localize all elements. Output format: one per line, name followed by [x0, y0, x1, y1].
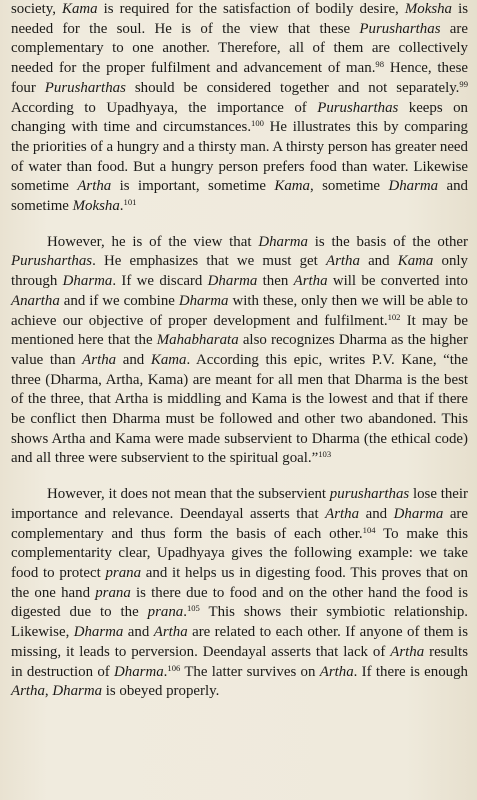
- footnote-marker: 99: [459, 78, 468, 89]
- italic-term: Artha: [390, 643, 425, 660]
- italic-term: Purusharthas: [359, 20, 441, 37]
- italic-term: Dharma: [52, 683, 103, 700]
- text-run: According to Upadhyaya, the importance of: [11, 99, 318, 116]
- text-run: and: [359, 253, 398, 270]
- footnote-marker: 101: [123, 197, 137, 208]
- italic-term: purusharthas: [329, 486, 410, 503]
- text-run: , sometime: [309, 178, 389, 195]
- italic-term: Dharma: [207, 273, 258, 290]
- footnote-marker: 103: [318, 449, 332, 460]
- text-run: This shows their symbiotic relationship. Likewise,: [11, 604, 468, 641]
- text-run: results in destruction of: [11, 643, 468, 680]
- text-run: is required for the satisfaction of bodily desire,: [97, 1, 405, 17]
- italic-term: Moksha: [72, 198, 120, 215]
- text-run: However, it does not mean that the subservient: [47, 486, 330, 503]
- text-run: and: [116, 351, 151, 368]
- italic-term: prana: [105, 564, 142, 581]
- italic-term: Artha: [325, 253, 360, 270]
- italic-term: Anartha: [11, 292, 60, 309]
- italic-term: Moksha: [404, 1, 453, 17]
- italic-term: Purusharthas: [317, 99, 399, 116]
- text-run: also recognizes Dharma as the higher value than: [11, 332, 468, 368]
- footnote-marker: 100: [251, 118, 264, 129]
- italic-term: Artha: [77, 178, 112, 195]
- text-run: . If we discard: [112, 273, 208, 290]
- text-run: are complementary to one another. Therefore, all of them are collectively needed for the proper fulfilment and advancement of man.: [11, 20, 468, 77]
- text-run: .: [119, 198, 124, 215]
- text-run: and: [123, 624, 154, 641]
- text-run: is there due to food and on the other hand the food is digested due to the: [11, 584, 468, 621]
- italic-term: Artha: [319, 663, 354, 680]
- text-run: .: [183, 604, 187, 621]
- italic-term: Dharma: [388, 178, 439, 195]
- footnote-marker: 98: [375, 59, 385, 70]
- text-run: It may be mentioned here that the: [11, 312, 468, 349]
- italic-term: Dharma: [178, 292, 229, 309]
- text-run: and it helps us in digesting food. This proves that on the one hand: [11, 564, 469, 601]
- text-run: and sometime: [11, 178, 468, 215]
- italic-term: Dharma: [73, 624, 124, 641]
- italic-term: Dharma: [62, 273, 113, 290]
- italic-term: Artha: [293, 273, 328, 290]
- text-run: is needed for the soul. He is of the view that these: [11, 1, 469, 37]
- text-run: with these, only then we will be able to achieve our objective of proper development and fulfilment.: [11, 292, 468, 329]
- text-run: is the basis of the other: [307, 233, 468, 250]
- text-run: should be considered together and not separately.: [125, 79, 460, 96]
- footnote-marker: 105: [186, 603, 200, 614]
- text-run: are related to each other. If anyone of them is missing, it leads to perversion. Deendayal asserts that lack of: [11, 624, 468, 660]
- italic-term: Purusharthas: [44, 79, 126, 96]
- paragraph-gap: [11, 469, 468, 485]
- text-run: society,: [11, 1, 63, 17]
- paragraph-gap: [11, 217, 468, 233]
- paragraph-1: [11, 0, 468, 217]
- paragraph-2: [11, 233, 468, 469]
- paragraph-3: [11, 485, 468, 702]
- text-run: The latter survives on: [180, 663, 320, 680]
- footnote-marker: 106: [167, 662, 181, 673]
- footnote-marker: 102: [387, 311, 401, 322]
- italic-term: prana: [147, 604, 184, 621]
- text-run: . If there is enough: [353, 663, 469, 680]
- text-run: is important, sometime: [111, 178, 275, 195]
- italic-term: Purusharthas: [11, 253, 93, 270]
- text-run: is obeyed properly.: [102, 683, 220, 700]
- italic-term: Artha: [325, 505, 360, 522]
- italic-term: Kama: [274, 178, 310, 195]
- text-run: To make this complementarity clear, Upadhyaya gives the following example: we take food to protect: [11, 525, 468, 581]
- text-run: ,: [44, 683, 53, 700]
- italic-term: Kama: [62, 1, 98, 17]
- text-run: Hence, these four: [11, 60, 468, 96]
- text-run: However, he is of the view that: [47, 233, 259, 250]
- italic-term: Dharma: [393, 505, 444, 522]
- text-run: are complementary and thus form the basis of each other.: [11, 505, 468, 542]
- page-body-text: [11, 0, 468, 702]
- text-run: only through: [11, 253, 469, 290]
- italic-term: Kama: [150, 351, 187, 368]
- footnote-marker: 104: [362, 524, 376, 535]
- italic-term: prana: [95, 584, 131, 601]
- text-run: lose their importance and relevance. Deendayal asserts that: [11, 486, 468, 522]
- text-run: and: [359, 505, 394, 522]
- italic-term: Dharma: [258, 233, 308, 250]
- text-run: .: [163, 663, 168, 680]
- text-run: then: [257, 273, 294, 290]
- italic-term: Artha: [82, 351, 117, 368]
- italic-term: Artha: [11, 683, 45, 700]
- text-run: . According this epic, writes P.V. Kane, “the three (Dharma, Artha, Kama) are meant for all men that Dharma is the best of the three, that Artha is middling and Kama is the lowest and that if there be conflict then Dharma must be followed and other two abandoned. This shows Artha and Kama were made subservient to Dharma (the ethical code) and all three were subservient to the spiritual goal.”: [11, 351, 468, 467]
- italic-term: Artha: [153, 624, 188, 641]
- italic-term: Dharma: [114, 663, 164, 680]
- italic-term: Kama: [397, 253, 434, 270]
- text-run: will be converted into: [327, 273, 468, 290]
- text-run: keeps on changing with time and circumstances.: [11, 99, 468, 136]
- text-run: He illustrates this by comparing the priorities of a hungry and a thirsty man. A thirsty person has greater need of water than food. But a hungry person prefers food than water. Likewise sometime: [11, 119, 468, 195]
- text-run: . He emphasizes that we must get: [92, 253, 326, 270]
- italic-term: Mahabharata: [156, 332, 239, 349]
- text-run: and if we combine: [59, 292, 179, 309]
